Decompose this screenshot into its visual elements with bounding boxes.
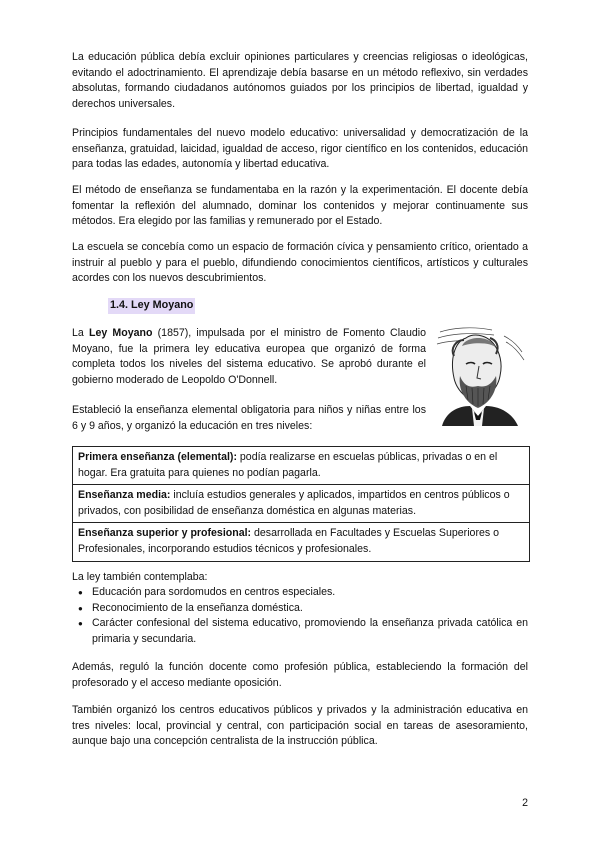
list-item: ● Reconocimiento de la enseñanza doméstica. <box>72 601 528 617</box>
list-item: ● Educación para sordomudos en centros especiales. <box>72 585 528 601</box>
level-text: podía realizarse en escuelas públicas, privadas o en el hogar. Era gratuita para quienes no podían pagarla. <box>78 451 498 479</box>
level-text: desarrollada en Facultades y Escuelas Superiores o Profesionales, incorporando estudios técnicos y profesionales. <box>78 527 499 555</box>
claudio-moyano-portrait <box>432 326 528 426</box>
list-item: ● Carácter confesional del sistema educativo, promoviendo la enseñanza privada católica en primaria y secundaria. <box>72 616 528 647</box>
paragraph-administration: También organizó los centros educativos públicos y privados y la administración educativa en tres niveles: local, provincial y central, con participación social en tareas de asesoramiento, aunque bajo una concepción centralista de la instrucción pública. <box>72 704 528 748</box>
level-row <box>73 485 529 523</box>
ley-moyano-bold: Ley Moyano <box>88 327 153 339</box>
paragraph-ley-moyano-intro <box>72 326 426 388</box>
section-heading: 1.4. Ley Moyano <box>108 298 195 314</box>
level-title: Enseñanza superior y profesional: <box>78 527 252 540</box>
paragraph-school-concept: La escuela se concebía como un espacio de formación cívica y pensamiento crítico, orientado a instruir al pueblo y para el pueblo, difundiendo conocimientos científicos, artísticos y culturales acordes con los nuevos descubrimientos. <box>72 241 528 285</box>
paragraph-teaching-profession: Además, reguló la función docente como profesión pública, estableciendo la formación del profesorado y el acceso mediante oposición. <box>72 661 528 689</box>
intro-text-a: La <box>72 327 89 339</box>
paragraph-also-intro: La ley también contemplaba: <box>72 571 208 583</box>
also-list <box>72 585 528 647</box>
level-title: Enseñanza media: <box>78 489 171 502</box>
level-title: Primera enseñanza (elemental): <box>78 451 237 463</box>
level-row <box>73 447 529 485</box>
level-text: incluía estudios generales y aplicados, impartidos en centros públicos o privados, con posibilidad de enseñanza doméstica en algunas materias. <box>78 489 510 517</box>
levels-table <box>72 446 530 562</box>
page-number: 2 <box>522 797 528 809</box>
level-row <box>73 523 529 560</box>
paragraph-teaching-method: El método de enseñanza se fundamentaba en la razón y la experimentación. El docente debía fomentar la reflexión del alumnado, dominar los contenidos y mejorar continuamente sus métodos. Era elegido por las familias y remunerado por el Estado. <box>72 184 528 228</box>
intro-text-b: (1857), impulsada por el ministro de Fomento Claudio Moyano, fue la primera ley educativa europea que organizó de forma completa todos los niveles del sistema educativo. Se aprobó durante el gobierno moderado de Leopoldo O'Donnell. <box>72 327 426 386</box>
paragraph-principles: Principios fundamentales del nuevo modelo educativo: universalidad y democratización de la enseñanza, gratuidad, laicidad, igualdad de acceso, rigor científico en los contenidos, educación para todas las edades, autonomía y libertad educativa. <box>72 127 528 171</box>
paragraph-levels-intro: Estableció la enseñanza elemental obligatoria para niños y niñas entre los 6 y 9 años, y organizó la educación en tres niveles: <box>72 404 426 432</box>
paragraph-public-education: La educación pública debía excluir opiniones particulares y creencias religiosas o ideológicas, evitando el adoctrinamiento. El aprendizaje debía basarse en un método reflexivo, sin verdades absolutas, formando ciudadanos autónomos guiados por los principios de libertad, igualdad y derechos universales. <box>72 51 528 110</box>
